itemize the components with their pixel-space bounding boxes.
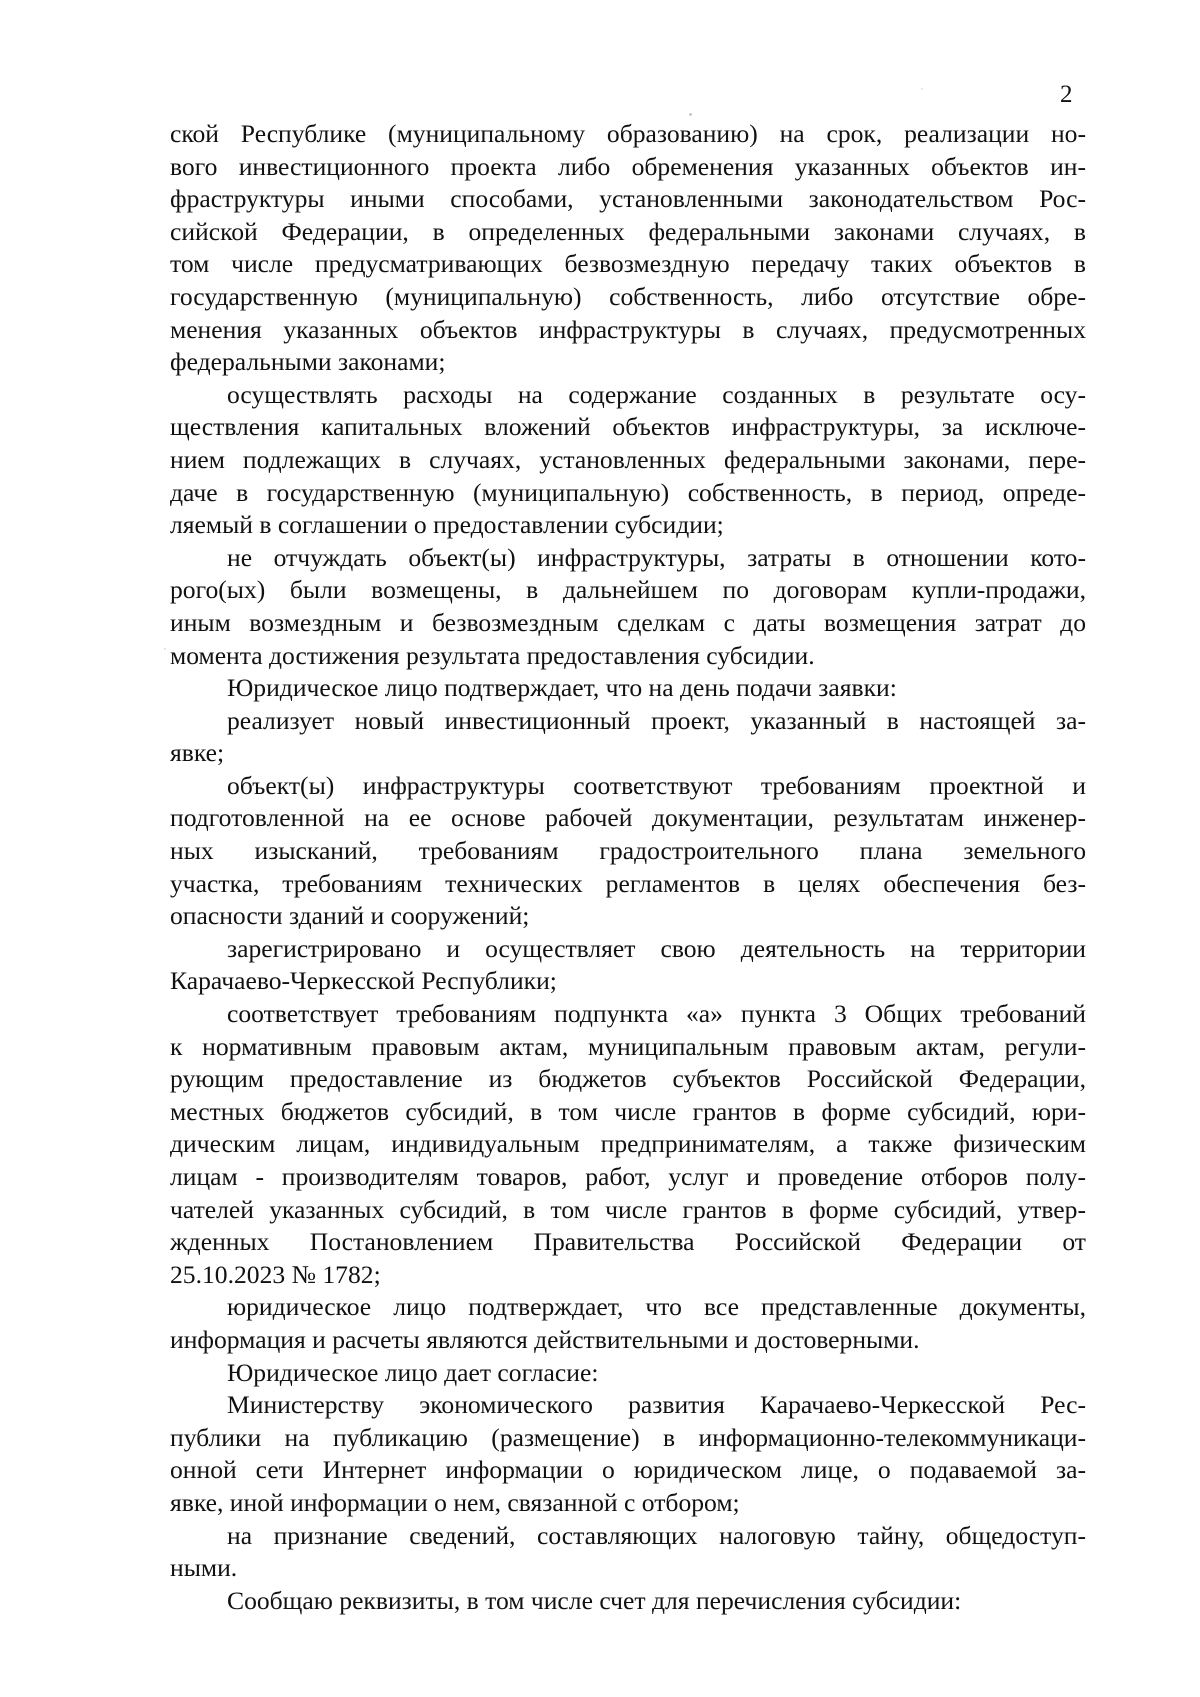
text-line: информация и расчеты являются действительными и достоверными. <box>170 1324 920 1354</box>
paragraph <box>170 1357 1086 1390</box>
text-line: опасности зданий и сооружений; <box>170 901 530 931</box>
text-line: онной сети Интернет информации о юридическом лице, о подаваемой за- <box>170 1455 1086 1485</box>
text-line: государственную (муниципальную) собственность, либо отсутствие обре- <box>170 281 1086 311</box>
paragraph <box>170 770 1086 933</box>
text-line: том числе предусматривающих безвозмездную передачу таких объектов в <box>170 249 1086 279</box>
text-line: менения указанных объектов инфраструктуры в случаях, предусмотренных <box>170 314 1086 344</box>
paragraph <box>170 998 1086 1291</box>
text-line: Министерству экономического развития Карачаево-Черкесской Рес- <box>227 1390 1086 1420</box>
text-line: зарегистрировано и осуществляет свою деятельность на территории <box>227 933 1086 963</box>
text-line: публики на публикацию (размещение) в информационно-телекоммуникаци- <box>170 1422 1086 1452</box>
text-line: явке, иной информации о нем, связанной с отбором; <box>170 1487 740 1517</box>
text-line: рующим предоставление из бюджетов субъектов Российской Федерации, <box>170 1064 1086 1094</box>
scan-speck <box>689 113 692 116</box>
text-line: на признание сведений, составляющих налоговую тайну, общедоступ- <box>227 1520 1086 1550</box>
paragraph <box>170 379 1086 542</box>
text-line: ской Республике (муниципальному образованию) на срок, реализации но- <box>170 119 1086 148</box>
document-body <box>170 118 1086 1617</box>
text-line: Карачаево-Черкесской Республики; <box>170 966 557 996</box>
paragraph <box>170 933 1086 998</box>
paragraph <box>170 1389 1086 1519</box>
text-line: момента достижения результата предоставления субсидии. <box>170 640 815 670</box>
text-line: Сообщаю реквизиты, в том числе счет для перечисления субсидии: <box>227 1585 962 1615</box>
text-line: жденных Постановлением Правительства Российской Федерации от <box>170 1227 1086 1257</box>
text-line: ляемый в соглашении о предоставлении субсидии; <box>170 510 724 540</box>
paragraph <box>170 672 1086 705</box>
text-line: не отчуждать объект(ы) инфраструктуры, затраты в отношении кото- <box>227 542 1086 572</box>
text-line: федеральными законами; <box>170 347 446 377</box>
text-line: Юридическое лицо подтверждает, что на день подачи заявки: <box>227 673 897 703</box>
text-line: ных изысканий, требованиям градостроительного плана земельного <box>170 836 1086 866</box>
scan-speck <box>164 648 166 650</box>
paragraph <box>170 542 1086 672</box>
text-line: лицам - производителям товаров, работ, услуг и проведение отборов полу- <box>170 1162 1086 1191</box>
text-line: участка, требованиям технических регламентов в целях обеспечения без- <box>170 868 1086 898</box>
text-line: подготовленной на ее основе рабочей документации, результатам инженер- <box>170 803 1086 833</box>
text-line: дическим лицам, индивидуальным предпринимателям, а также физическим <box>170 1129 1086 1159</box>
text-line: Юридическое лицо дает согласие: <box>227 1357 599 1387</box>
text-line: соответствует требованиям подпункта «а» пункта 3 Общих требований <box>227 999 1086 1029</box>
text-line: к нормативным правовым актам, муниципальным правовым актам, регули- <box>170 1031 1086 1061</box>
text-line: сийской Федерации, в определенных федеральными законами случаях, в <box>170 216 1086 246</box>
scan-speck <box>921 88 923 90</box>
text-line: иным возмездным и безвозмездным сделкам с даты возмещения затрат до <box>170 607 1086 637</box>
paragraph <box>170 705 1086 770</box>
paragraph <box>170 1585 1086 1618</box>
text-line: фраструктуры иными способами, установленными законодательством Рос- <box>170 184 1086 214</box>
text-line: 25.10.2023 № 1782; <box>170 1259 381 1289</box>
text-line: объект(ы) инфраструктуры соответствуют требованиям проектной и <box>227 770 1086 800</box>
text-line: осуществлять расходы на содержание созданных в результате осу- <box>227 379 1086 409</box>
text-line: явке; <box>170 738 225 768</box>
paragraph <box>170 118 1086 379</box>
paragraph <box>170 1520 1086 1585</box>
text-line: реализует новый инвестиционный проект, указанный в настоящей за- <box>227 705 1086 735</box>
text-line: рого(ых) были возмещены, в дальнейшем по договорам купли-продажи, <box>170 575 1086 605</box>
text-line: чателей указанных субсидий, в том числе грантов в форме субсидий, утвер- <box>170 1194 1086 1224</box>
text-line: вого инвестиционного проекта либо обременения указанных объектов ин- <box>170 151 1086 181</box>
text-line: ществления капитальных вложений объектов инфраструктуры, за исключе- <box>170 412 1086 442</box>
paragraph <box>170 1291 1086 1356</box>
text-line: юридическое лицо подтверждает, что все представленные документы, <box>227 1292 1086 1322</box>
text-line: местных бюджетов субсидий, в том числе грантов в форме субсидий, юри- <box>170 1096 1086 1126</box>
text-line: ными. <box>170 1553 238 1583</box>
text-line: даче в государственную (муниципальную) собственность, в период, опреде- <box>170 477 1086 507</box>
text-line: нием подлежащих в случаях, установленных федеральными законами, пере- <box>170 444 1086 474</box>
page-number: 2 <box>1060 81 1073 108</box>
